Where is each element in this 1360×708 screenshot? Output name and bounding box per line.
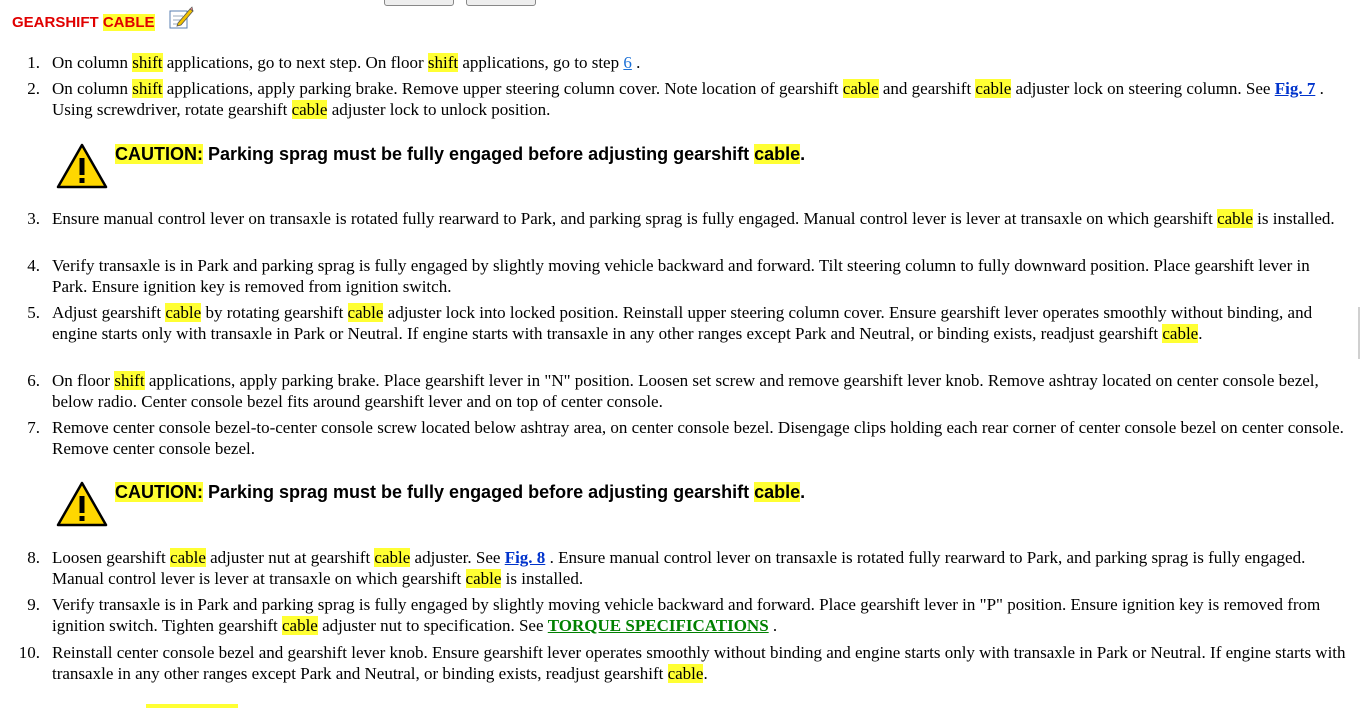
search-highlight: cable [374,548,411,567]
step-number: 5. [27,303,40,322]
text-segment: On column [52,53,133,72]
page-title [12,14,155,31]
step-text [52,417,1348,459]
prev-button[interactable] [384,0,454,6]
search-highlight: cable [281,616,318,635]
step-number: 10. [18,643,40,662]
warning-triangle-icon [55,142,109,190]
text-segment: applications, go to step [458,53,624,72]
search-highlight: cable [667,664,704,683]
text-segment: Adjust gearshift [52,303,166,322]
text-segment: adjuster lock on steering column. See [1011,79,1275,98]
search-highlight: cable [291,100,328,119]
text-segment: Loosen gearshift [52,548,171,567]
text-segment: Verify transaxle is in Park and parking sprag is fully engaged by slightly moving vehicle backward and forward. Place gearshift lever in "P" position. Ensure ignition key is removed from ignition switch. Tighten gearshift [52,595,1321,635]
step-number: 1. [27,53,40,72]
caution-period: . [800,482,806,502]
step-number: 2. [27,79,40,98]
step-number: 9. [27,595,40,614]
text-segment: applications, apply parking brake. Place gearshift lever in "N" position. Loosen set screw and remove gearshift lever knob. Remove ashtray located on center console bezel, below radio. Center console bezel fits around gearshift lever and on top of center console. [52,371,1319,411]
caution-note-2 [55,480,955,528]
caution-period: . [800,144,806,164]
search-highlight: cable [170,548,206,567]
step-text [52,208,1348,229]
text-segment: . [1198,324,1203,343]
search-highlight: cable [347,303,384,322]
text-segment: is installed. [1252,209,1335,228]
step-number: 7. [27,418,40,437]
step-text [52,78,1348,120]
text-segment: Verify transaxle is in Park and parking sprag is fully engaged by slightly moving vehicle backward and forward. Tilt steering column to fully downward position. Place gearshift lever in Park. Ensure ignition key is removed from ignition switch. [52,256,1310,296]
text-segment: On column [52,79,133,98]
step-text [52,52,1348,73]
torque-specifications-link[interactable]: TORQUE SPECIFICATIONS [547,616,769,635]
search-highlight: cable [842,79,879,98]
search-highlight: cable [975,79,1012,98]
text-segment: and gearshift [878,79,976,98]
warning-triangle-icon [55,480,109,528]
title-word-cable: CABLE [102,14,155,31]
text-segment: adjuster lock into locked position. Reinstall upper steering column cover. Ensure gearshift lever operates smoothly without binding, and engine starts only with transaxle in Park or Neutral. If engine starts with transaxle in any other ranges except Park and Neutral, or binding exists, readjust gearshift [52,303,1313,343]
step-text [52,594,1348,636]
search-highlight: shift [132,79,163,98]
text-segment: Remove center console bezel-to-center console screw located below ashtray area, on center console bezel. Disengage clips holding each rear corner of center console bezel on center console. Remove center console bezel. [52,418,1344,458]
text-segment: adjuster nut at gearshift [205,548,375,567]
caution-message: Parking sprag must be fully engaged before adjusting gearshift [203,482,755,502]
text-segment: On floor [52,371,115,390]
step-number: 4. [27,256,40,275]
text-segment: adjuster nut to specification. See [317,616,548,635]
text-segment: adjuster lock to unlock position. [327,100,551,119]
step-text [52,642,1348,684]
text-segment: applications, go to next step. On floor [162,53,428,72]
text-segment: applications, apply parking brake. Remove upper steering column cover. Note location of gearshift [162,79,843,98]
step-text [52,547,1348,589]
text-segment: is installed. [501,569,584,588]
caution-highlight-cable: cable [754,482,801,502]
search-highlight: cable [1162,324,1199,343]
caution-note [55,142,955,190]
caution-message: Parking sprag must be fully engaged before adjusting gearshift [203,144,755,164]
search-toolbar [0,0,1360,6]
title-word-gearshift: GEARSHIFT [12,14,99,31]
text-segment: . [631,53,641,72]
caution-text [115,482,805,503]
figure-link[interactable]: Fig. 7 [1274,79,1316,98]
caution-text [115,144,805,165]
note-pencil-icon[interactable] [168,6,194,30]
next-section-highlight [146,704,238,708]
text-segment: . [703,664,708,683]
step-number: 3. [27,209,40,228]
text-segment: by rotating gearshift [201,303,348,322]
search-highlight: cable [1217,209,1253,228]
text-segment: Reinstall center console bezel and gearshift lever knob. Ensure gearshift lever operates smoothly without binding and engine starts only with transaxle in Park or Neutral. If engine starts with transaxle in any other ranges except Park and Neutral, or binding exists, readjust gearshift [52,643,1346,683]
next-button[interactable] [466,0,536,6]
step-text [52,302,1348,344]
text-segment: . [768,616,778,635]
text-segment: adjuster. See [410,548,505,567]
text-segment: Ensure manual control lever on transaxle is rotated fully rearward to Park, and parking sprag is fully engaged. Manual control lever is lever at transaxle on which gearshift [52,209,1218,228]
figure-link[interactable]: 6 [623,53,632,72]
step-number: 6. [27,371,40,390]
search-highlight: shift [132,53,163,72]
step-text [52,255,1348,297]
step-number: 8. [27,548,40,567]
search-highlight: shift [114,371,145,390]
search-highlight: shift [427,53,459,72]
text-segment: . Ensure manual control lever on transaxle is rotated fully rearward to Park, and parking sprag is fully engaged. Manual control lever is lever at transaxle on which gearshift [52,548,1306,588]
figure-link[interactable]: Fig. 8 [504,548,546,567]
caution-label: CAUTION: [115,144,203,164]
caution-highlight-cable: cable [754,144,801,164]
search-highlight: cable [165,303,202,322]
text-segment: . Using screwdriver, rotate gearshift [52,79,1324,119]
search-highlight: cable [465,569,502,588]
caution-label: CAUTION: [115,482,203,502]
step-text [52,370,1348,412]
